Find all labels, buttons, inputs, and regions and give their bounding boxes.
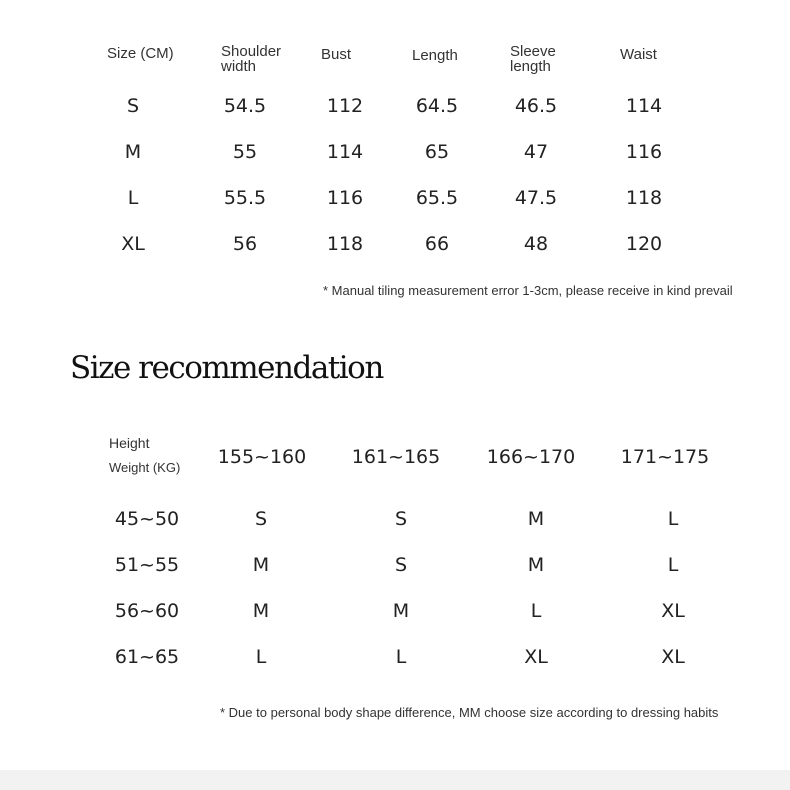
cell-size: M	[527, 554, 545, 576]
height-header: 166~170	[486, 446, 576, 468]
corner-height-label: Height	[109, 435, 150, 451]
cell-weight: 56~60	[114, 600, 180, 622]
header-shoulder-width: Shoulder width	[221, 43, 282, 75]
cell-size: M	[392, 600, 410, 622]
height-header: 171~175	[620, 446, 710, 468]
cell-size: S	[394, 554, 408, 576]
cell-shoulder: 54.5	[223, 95, 267, 117]
cell-size: L	[530, 600, 542, 622]
cell-sleeve: 46.5	[514, 95, 558, 117]
cell-shoulder: 56	[232, 233, 258, 255]
cell-size: M	[527, 508, 545, 530]
cell-size: L	[667, 554, 679, 576]
header-waist: Waist	[620, 46, 657, 63]
measurement-note: * Manual tiling measurement error 1-3cm, please receive in kind prevail	[323, 283, 733, 298]
cell-size: XL	[524, 646, 548, 668]
cell-size: M	[124, 141, 142, 163]
cell-shoulder: 55	[232, 141, 258, 163]
height-header: 161~165	[351, 446, 441, 468]
cell-size: XL	[661, 646, 685, 668]
cell-size: S	[394, 508, 408, 530]
cell-bust: 116	[326, 187, 364, 209]
cell-bust: 112	[326, 95, 364, 117]
cell-length: 65.5	[415, 187, 459, 209]
cell-bust: 118	[326, 233, 364, 255]
cell-waist: 116	[625, 141, 663, 163]
cell-sleeve: 48	[523, 233, 549, 255]
cell-size: XL	[661, 600, 685, 622]
header-length: Length	[412, 47, 458, 64]
cell-sleeve: 47	[523, 141, 549, 163]
cell-length: 65	[424, 141, 450, 163]
cell-weight: 51~55	[114, 554, 180, 576]
corner-weight-label: Weight (KG)	[109, 460, 181, 475]
cell-size: L	[395, 646, 407, 668]
cell-length: 66	[424, 233, 450, 255]
cell-bust: 114	[326, 141, 364, 163]
cell-shoulder: 55.5	[223, 187, 267, 209]
cell-size: S	[254, 508, 268, 530]
cell-waist: 120	[625, 233, 663, 255]
cell-size: L	[127, 187, 139, 209]
header-bust: Bust	[321, 46, 352, 63]
header-sleeve-length: Sleeve length	[510, 43, 556, 75]
recommendation-note: * Due to personal body shape difference, MM choose size according to dressing habits	[220, 705, 719, 720]
cell-size: L	[667, 508, 679, 530]
height-header: 155~160	[217, 446, 307, 468]
cell-size: S	[126, 95, 140, 117]
cell-size: M	[252, 600, 270, 622]
cell-weight: 45~50	[114, 508, 180, 530]
cell-size: L	[255, 646, 267, 668]
cell-sleeve: 47.5	[514, 187, 558, 209]
cell-size: M	[252, 554, 270, 576]
cell-waist: 118	[625, 187, 663, 209]
footer-bar	[0, 770, 790, 790]
cell-waist: 114	[625, 95, 663, 117]
header-size: Size (CM)	[107, 45, 174, 62]
cell-length: 64.5	[415, 95, 459, 117]
section-title: Size recommendation	[70, 350, 383, 386]
cell-size: XL	[121, 233, 145, 255]
cell-weight: 61~65	[114, 646, 180, 668]
